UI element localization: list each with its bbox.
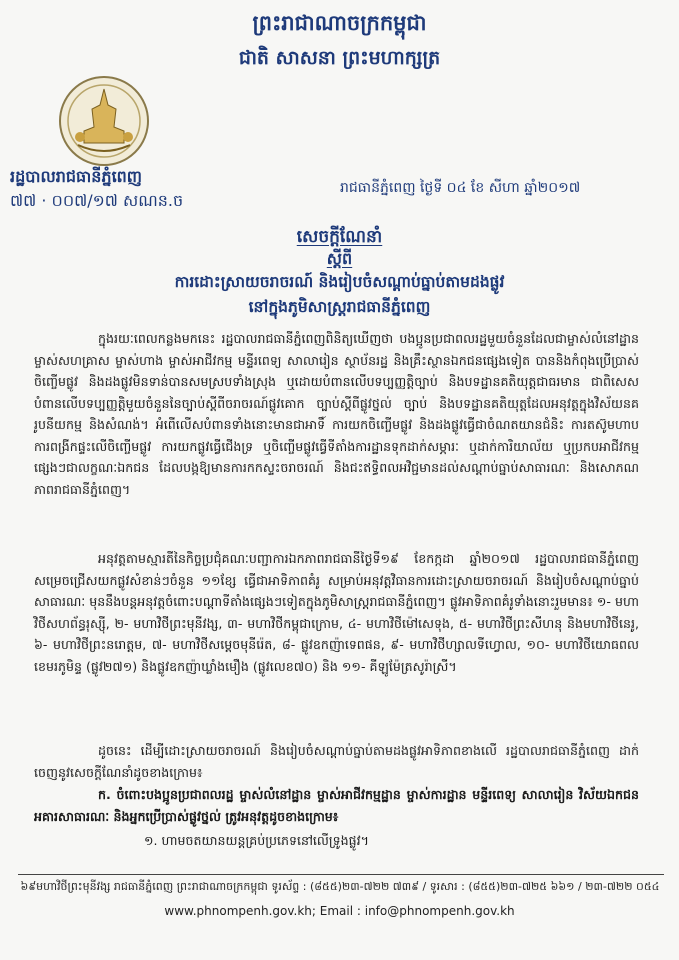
section-a-heading: ក. ចំពោះបងប្អូនប្រជាពលរដ្ឋ ម្ចាស់លំនៅដ្ឋាន ម្ចាស់អាជីវកម្មដ្ឋាន ម្ចាស់ការដ្ឋាន មន្ទីរពេទ្យ សាលារៀន វិស័យឯកជន អគារសាធារណៈ និងអ្នកប្រើប្រាស់ផ្លូវថ្នល់ ត្រូវអនុវត្តដូចខាងក្រោម៖: [34, 787, 639, 824]
list-item-1: ១. ហាមចតយានយន្តគ្រប់ប្រភេទនៅលើទ្រូងផ្លូវ។: [144, 833, 369, 848]
reference-number: ៧៧ · ០០៧/១៧ សណន.ច: [10, 191, 184, 210]
body-paragraph-1: ក្នុងរយៈពេលកន្លងមកនេះ រដ្ឋបាលរាជធានីភ្នំពេញពិនិត្យឃើញថា បងប្អូនប្រជាពលរដ្ឋមួយចំនួនដែលជាម្ចាស់លំនៅដ្ឋាន ម្ចាស់សហគ្រាស ម្ចាស់ហាង ម្ចាស់អាជីវកម្ម មន្ទីរពេទ្យ សាលារៀន ស្ថាប័នរដ្ឋ និងគ្រឹះស្ថានឯកជនផ្សេងទៀត បាននិងកំពុងប្រើប្រាស់ចិញ្ចើមផ្លូវ និងដងផ្លូវមិនទាន់បានសមស្របទាំងស្រុង ឬដោយបំពានលើបទប្បញ្ញត្តិច្បាប់ និងបទដ្ឋានគតិយុត្តជាធរមាន ជាពិសេសបំពានលើបទប្បញ្ញត្តិមួយចំនួននៃច្បាប់ស្ដីពីចរាចរណ៍ផ្លូវគោក ច្បាប់ស្ដីពីផ្លូវថ្នល់ ច្បាប់ និងបទដ្ឋានគតិយុត្តដែលអនុវត្តក្នុងវិស័យនគរូបនីយកម្ម និងសំណង់។ អំពើលើសបំពានទាំងនោះមានជាអាទិ៍ ការយកចិញ្ចើមផ្លូវ និងដងផ្លូវធ្វើជាចំណតយានជំនិះ ការតស៊ូមហាប ការពង្រីកផ្ទះលើចិញ្ចើមផ្លូវ ការយកផ្លូវធ្វើជើងទ្រ ឬចិញ្ចើមផ្លូវធ្វើទីតាំងការដ្ឋានទុកដាក់សម្ភារៈ ឬដាក់ការិយាល័យ ឬប្រកបអាជីវកម្ម ផ្សេងៗជាលក្ខណៈឯកជន ដែលបង្កឱ្យមានការកកស្ទះចរាចរណ៍ និងជះឥទ្ធិពលអវិជ្ជមានដល់សណ្ដាប់ធ្នាប់សាធារណៈ និងសោភណភាពរាជធានីភ្នំពេញ។: [34, 331, 639, 497]
kingdom-heading: ព្រះរាជាណាចក្រកម្ពុជា: [252, 11, 427, 35]
document-subtitle: ស្ដីពី: [326, 249, 353, 268]
footer-contact[interactable]: www.phnompenh.gov.kh; Email : info@phnompenh.gov.kh: [164, 904, 515, 918]
motto-heading: ជាតិ សាសនា ព្រះមហាក្សត្រ: [238, 47, 441, 69]
footer-divider: [18, 874, 664, 875]
footer-address: ៦៩មហាវិថីព្រះមុនីវង្ស រាជធានីភ្នំពេញ ព្រះរាជាណាចក្រកម្ពុជា ទូរស័ព្ទ : (៨៥៥)២៣-៧២២ ៧៣៩ / ទូរសារ : (៨៥៥)២៣-៧២៥ ៦៦១ / ២៣-៧២២ ០៥៤: [20, 880, 660, 893]
phnom-penh-emblem-icon: [58, 75, 150, 167]
document-subject-line1: ការដោះស្រាយចរាចរណ៍ និងរៀបចំសណ្ដាប់ធ្នាប់តាមដងផ្លូវ: [174, 273, 505, 291]
document-title: សេចក្ដីណែនាំ: [296, 227, 383, 247]
issuing-authority: រដ្ឋបាលរាជធានីភ្នំពេញ: [10, 167, 143, 186]
body-paragraph-2: អនុវត្តតាមស្មារតីនៃកិច្ចប្រជុំគណៈបញ្ជាការឯកភាពរាជធានីថ្ងៃទី១៩ ខែកក្កដា ឆ្នាំ២០១៧ រដ្ឋបាលរាជធានីភ្នំពេញសម្រេចជ្រើសយកផ្លូវសំខាន់ៗចំនួន ១១ខ្សែ ធ្វើជាអាទិភាពគំរូ សម្រាប់អនុវត្តវិធានការដោះស្រាយចរាចរណ៍ និងរៀបចំសណ្ដាប់ធ្នាប់សាធារណៈ មុននឹងបន្តអនុវត្តចំពោះបណ្ដាទីតាំងផ្សេងៗទៀតក្នុងភូមិសាស្ត្ររាជធានីភ្នំពេញ។ ផ្លូវអាទិភាពគំរូទាំងនោះរួមមាន៖ ១- មហាវិថីសហព័ន្ធរុស្ស៊ី, ២- មហាវិថីព្រះមុនីវង្ស, ៣- មហាវិថីកម្ពុជាក្រោម, ៤- មហាវិថីម៉ៅសេទុង, ៥- មហាវិថីព្រះសីហនុ និងមហាវិថីនេរូ, ៦- មហាវិថីព្រះនរោត្តម, ៧- មហាវិថីសម្ដេចមុនីរ៉េត, ៨- ផ្លូវឧកញ៉ាទេពផន, ៩- មហាវិថីហ្សាលទីហ្វោល, ១០- មហាវិថីយោធពលខេមរភូមិន្ទ (ផ្លូវ២៧១) និងផ្លូវឧកញ៉ាឃ្លាំងមឿង (ផ្លូវលេខ៧០) និង ១១- គីឡូម៉ែត្រសូរ៉ាស្រី។: [34, 551, 639, 674]
date-line: រាជធានីភ្នំពេញ ថ្ងៃទី ០៤ ខែ សីហា ឆ្នាំ២០១៧: [340, 180, 581, 196]
document-subject-line2: នៅក្នុងភូមិសាស្ត្ររាជធានីភ្នំពេញ: [248, 298, 431, 316]
body-paragraph-3: ដូចនេះ ដើម្បីដោះស្រាយចរាចរណ៍ និងរៀបចំសណ្ដាប់ធ្នាប់តាមដងផ្លូវអាទិភាពខាងលើ រដ្ឋបាលរាជធានីភ្នំពេញ ដាក់ចេញនូវសេចក្ដីណែនាំដូចខាងក្រោម៖: [34, 743, 639, 780]
